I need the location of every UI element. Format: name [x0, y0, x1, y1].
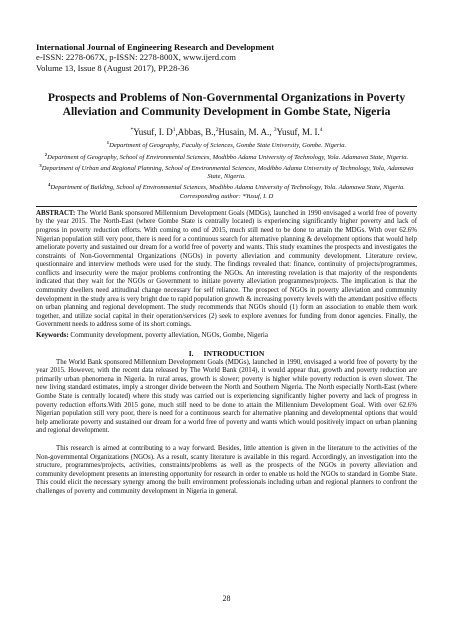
affiliation-number: 3: [39, 162, 42, 168]
journal-volume: Volume 13, Issue 8 (August 2017), PP.28-36: [36, 62, 189, 73]
affiliation: [36, 151, 417, 162]
keywords-text: Community development, poverty alleviation, NGOs, Gombe, Nigeria: [70, 331, 268, 340]
affiliation-text: Department of Geography, School of Environmental Sciences, Modibbo Adama University of Technology, Yola. Adamawa State, Nigeria.: [47, 153, 409, 161]
author-marker: *: [130, 127, 134, 134]
author-affil-marker: 4: [319, 127, 323, 134]
author: [274, 127, 323, 137]
page-number: 28: [222, 594, 231, 603]
author: [216, 127, 272, 137]
author: [172, 127, 216, 138]
section-heading: [36, 349, 417, 358]
affiliation: [36, 181, 417, 192]
author-name: Yusuf, M. I.: [276, 127, 320, 138]
author-affil-marker: 1: [172, 127, 176, 134]
affiliation-text: Department of Building, School of Environmental Sciences, Modibbo Adama University of Technology, Yola. Adamawa State, Nigeria.: [50, 184, 405, 192]
author: [130, 127, 175, 137]
body-paragraph: This research is aimed at contributing to a way forward. Besides, little attention is given in the literature to the activities of the Non-governmental Organizations (NGOs). As a result, scanty literature is available in this regard. Accordingly, an investigation into the structure, programmes/projects, activities, constraints/problems as well as the prospects of the NGOs in poverty alleviation and community development presents an interesting opportunity for research in order to enable us hold the NGOs to standard in Gombe State. This could elicit the necessary synergy among the built environment professionals including urban and regional planners to confront the challenges of poverty and community development in Nigeria in general.: [36, 444, 417, 495]
author-affil-marker: 2: [215, 127, 219, 134]
affiliation-number: 2: [44, 151, 48, 157]
corresponding-author: Corresponding author: *Yusuf, I. D: [179, 192, 274, 200]
affiliation-text: Department of Urban and Regional Planning, School of Environmental Sciences, Modibbo Adama University of Technology, Yola, Adamawa State, Nigeria.: [41, 165, 414, 181]
affiliation-list: [36, 139, 417, 200]
abstract-text: The World Bank sponsored Millennium Development Goals (MDGs), launched in 1990 envisaged a world free of poverty by the year 2015. The North-East (where Gombe State is centrally located) is experiencing significantly higher poverty and lack of progress in poverty reduction efforts. With coming to end of 2015, much still need to be done to attain the MDGs. With over 62.6% Nigerian population still very poor, there is need for a continuous search for alternative planning & development options that would help ameliorate poverty and sustained our dream for a world free of poverty and wants. This study examines the prospects and investigates the constraints of Non-Governmental Organizations (NGOs) in poverty alleviation and community development. Literature review, questionnaire and interview methods were used for the study. The findings revealed that: finance, continuity of projects/programmes, conflicts and insecurity were the major problems confronting the NGOs. An interesting revelation is that majority of the respondents indicated that they wait for the NGOs or Government to initiate poverty alleviation programmes/projects. The implication is that the community dwellers need attitudinal change necessary for self reliance. The prospect of NGOs in poverty alleviation and community development in the study area is very bright due to rapid population growth & increasing poverty levels with the attendant positive effects on urban planning and regional development. The study recommends that NGOs should (1) form an association to enable them work together, and utilize social capital in their operation/services (2) seek to explore avenues for funding from donor agencies. Finally, the Government needs to address some of its short comings.: [36, 209, 417, 329]
journal-name: International Journal of Engineering Research and Development: [36, 42, 275, 52]
affiliation: [36, 162, 417, 181]
abstract-label: ABSTRACT:: [36, 209, 76, 217]
journal-header: [36, 42, 417, 73]
author-affil-marker: 3: [273, 127, 277, 134]
author-name: ,Abbas, B.,: [175, 127, 216, 138]
abstract: [36, 210, 417, 330]
affiliation-number: 4: [48, 182, 51, 188]
affiliation: [36, 139, 417, 150]
journal-issn: e-ISSN: 2278-067X, p-ISSN: 2278-800X, www.ijerd.com: [36, 52, 236, 63]
author-name: Husain, M. A.,: [218, 127, 272, 138]
paper-title: Prospects and Problems of Non-Governmental Organizations in Poverty Alleviation and Community Development in Gombe State, Nigeria: [47, 91, 406, 118]
keywords: [36, 331, 417, 340]
divider: [36, 206, 417, 207]
affiliation-number: 1: [106, 140, 110, 146]
keywords-label: Keywords:: [36, 331, 69, 340]
section-number: I.: [188, 348, 194, 358]
author-name: Yusuf, I. D: [133, 127, 173, 138]
section-title: INTRODUCTION: [203, 348, 265, 358]
affiliation-text: Department of Geography, Faculty of Sciences, Gombe State University, Gombe. Nigeria.: [109, 142, 347, 150]
body-paragraph: The World Bank sponsored Millennium Development Goals (MDGs), launched in 1990, envisaged a world free of poverty by the year 2015. However, with the recent data released by The World Bank (2014), it would appear that, growth and poverty reduction are primarily urban phenomena in Nigeria. In rural areas, growth is slower; poverty is higher while poverty reduction is even slower. The new living standard estimates, imply a stronger divide between the North and Southern Nigeria. The North especially North-East (where Gombe State is centrally located) where this study was carried out is experiencing significantly higher poverty and lack of progress in poverty reduction efforts.With 2015 gone, much still need to be done to attain the Millennium Development Goal. With over 62.6% Nigerian population still very poor, there is need for a continuous search for alternative planning and developmental options that would help ameliorate poverty and sustained our dream for a world free of poverty and wants which would positively impact on urban planning and regional development.: [36, 358, 417, 435]
author-list: [36, 125, 417, 138]
